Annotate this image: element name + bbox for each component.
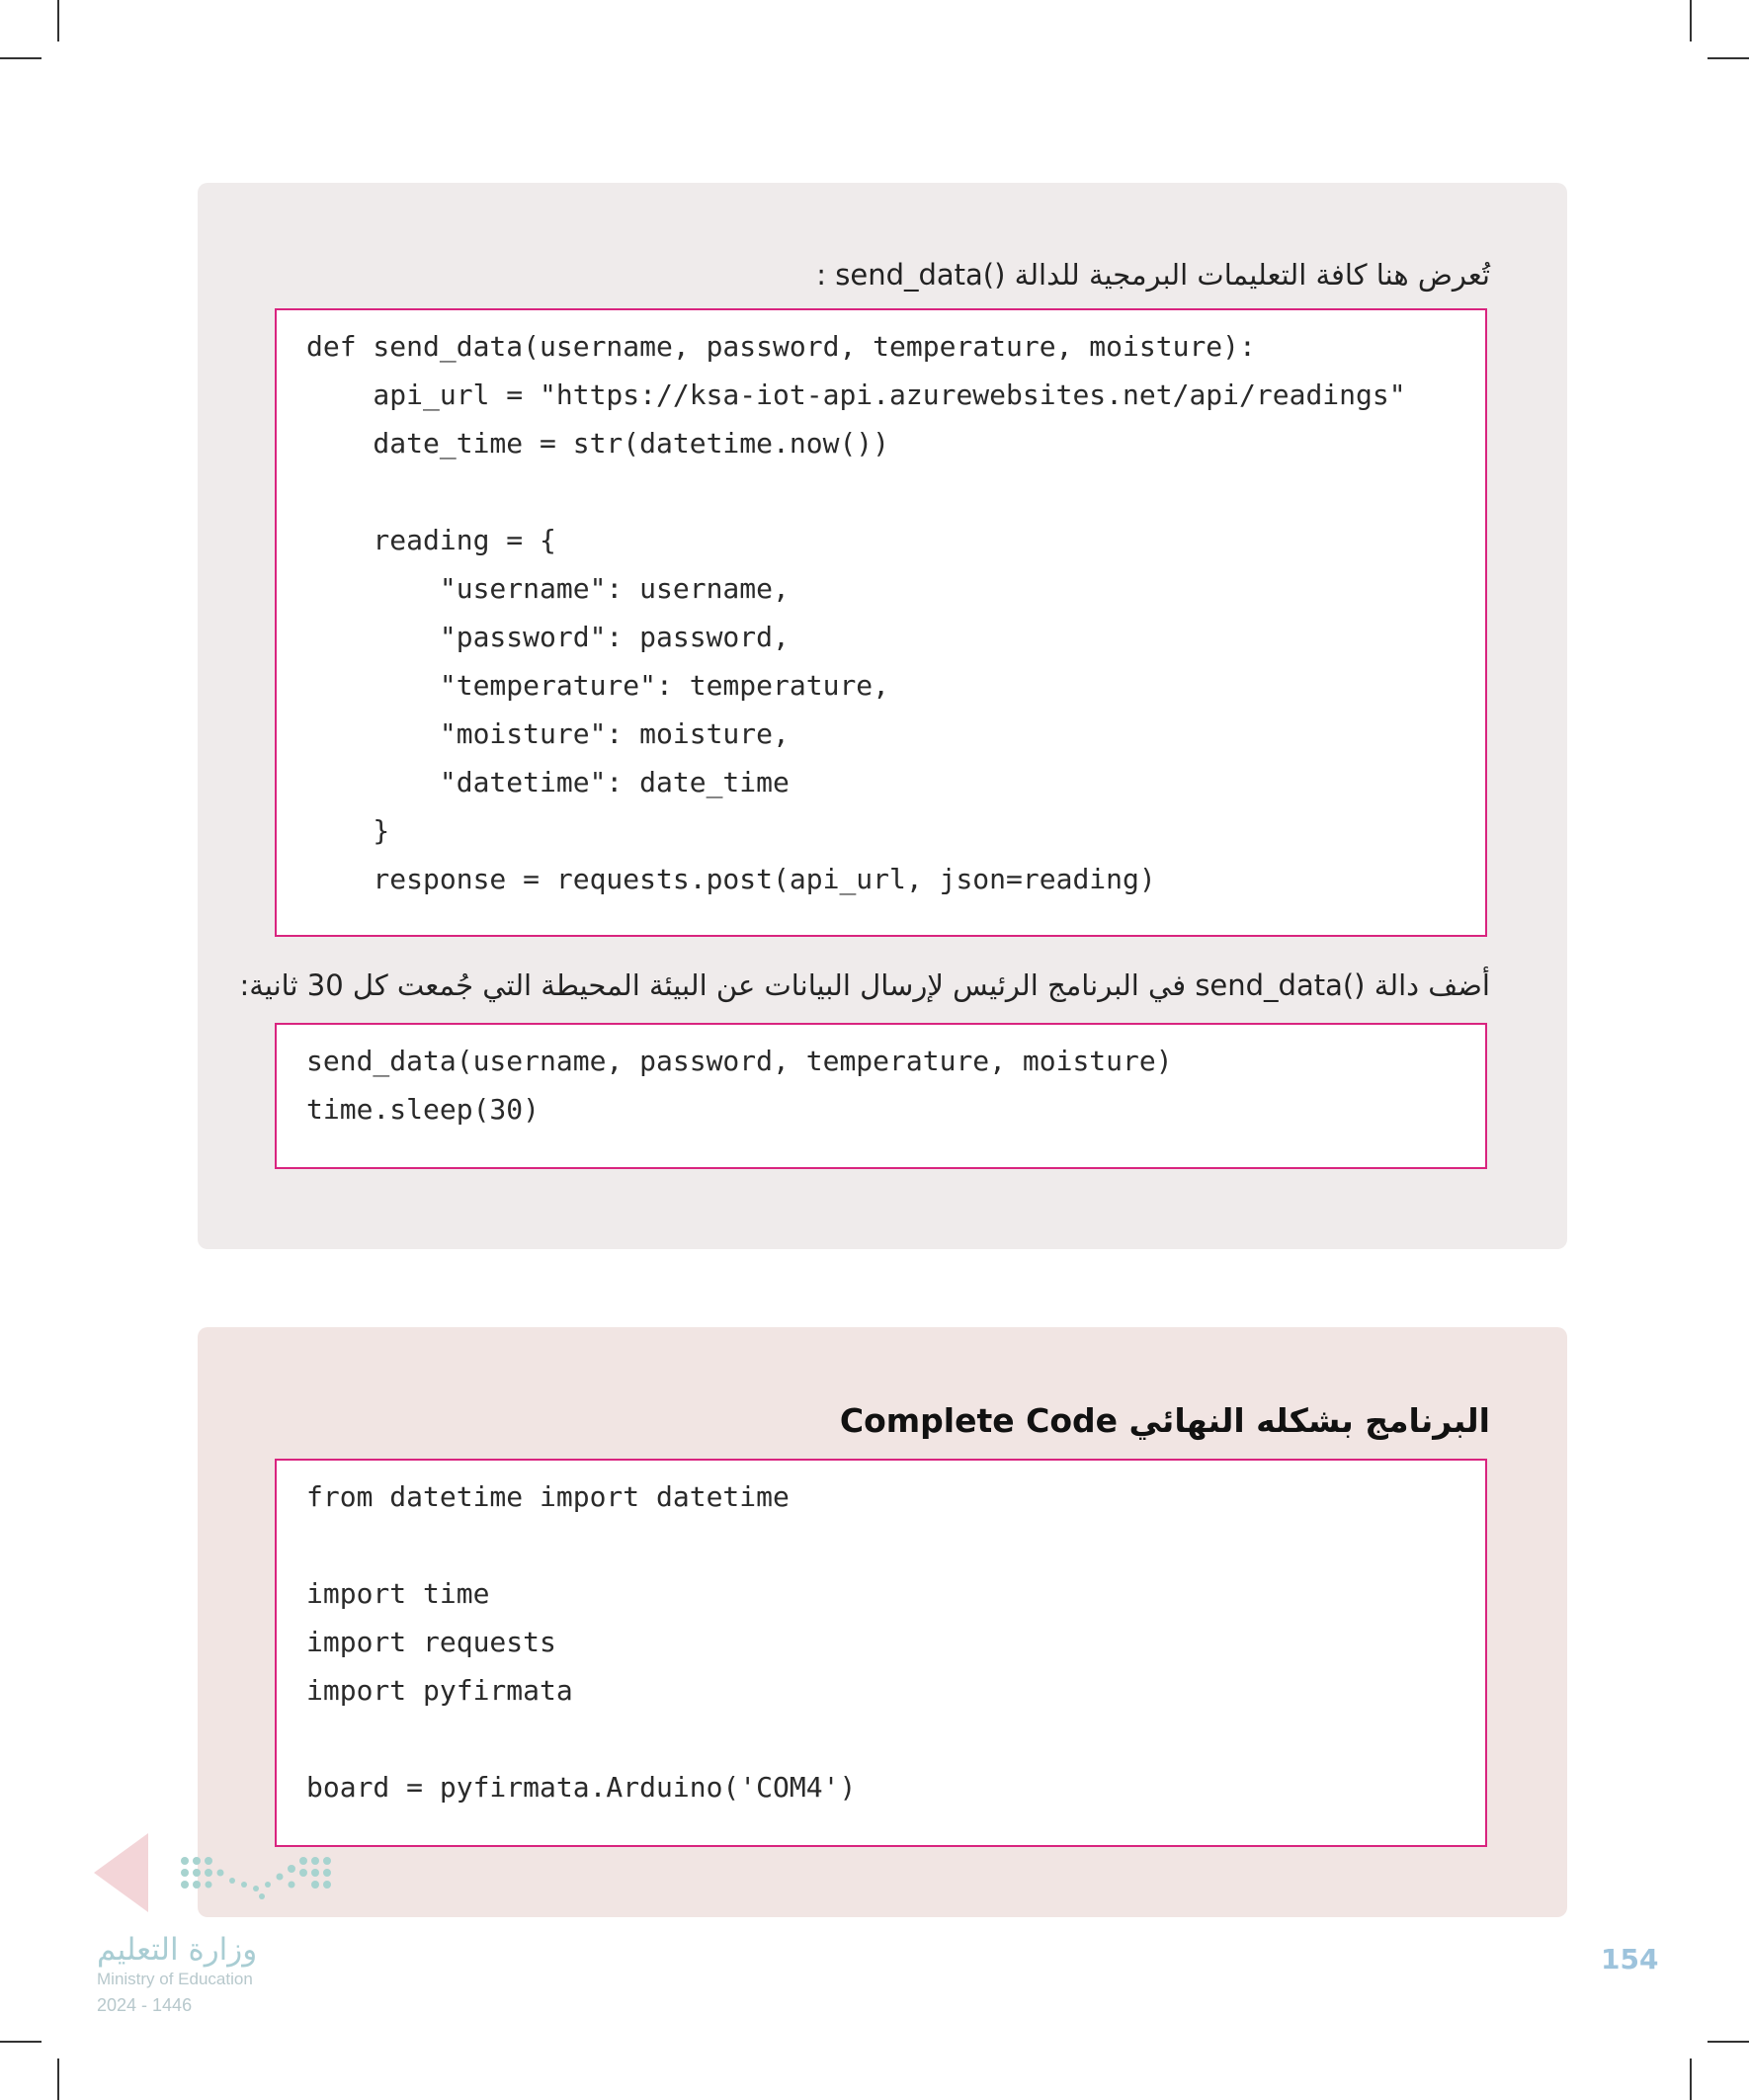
code-line: api_url = "https://ksa-iot-api.azurewebsites.net/api/readings" (306, 378, 1406, 411)
code-line: "temperature": temperature, (306, 669, 890, 702)
heading-english: Complete Code (839, 1401, 1119, 1440)
crop-mark (0, 2041, 42, 2043)
page-number: 154 (1601, 1943, 1659, 1975)
main-call-code (277, 1037, 1485, 1134)
code-line: from datetime import datetime (306, 1480, 790, 1513)
intro-text: تُعرض هنا كافة التعليمات البرمجية للدالة (1014, 258, 1490, 292)
complete-code (277, 1472, 1485, 1811)
logo-arabic-text: وزارة التعليم (97, 1932, 258, 1968)
code-line (306, 1722, 323, 1755)
send-data-panel (198, 183, 1567, 1249)
crop-mark (1690, 0, 1692, 42)
code-line: "datetime": date_time (306, 766, 790, 798)
code-line: def send_data(username, password, temperature, moisture): (306, 330, 1256, 363)
logo-english-text: Ministry of Education (97, 1970, 253, 1988)
code-line: import pyfirmata (306, 1674, 573, 1707)
crop-mark (1707, 2041, 1749, 2043)
code-line: time.sleep(30) (306, 1093, 541, 1126)
ministry-logo (94, 1833, 361, 1936)
code-line: "password": password, (306, 621, 790, 653)
intro-end: : (816, 258, 827, 292)
complete-code-box (275, 1459, 1487, 1847)
code-line: reading = { (306, 524, 556, 556)
logo-year: 2024 - 1446 (97, 1995, 193, 2015)
instruction-end: في البرنامج الرئيس لإرسال البيانات عن البيئة المحيطة التي جُمعت كل 30 ثانية: (239, 968, 1187, 1002)
complete-code-panel (198, 1327, 1567, 1917)
code-line: "moisture": moisture, (306, 717, 790, 750)
send-data-intro (206, 258, 1490, 292)
code-line: import requests (306, 1626, 556, 1658)
main-call-code-box (275, 1023, 1487, 1169)
code-line: board = pyfirmata.Arduino('COM4') (306, 1771, 857, 1804)
heading-arabic: البرنامج بشكله النهائي (1128, 1401, 1490, 1440)
intro-function-name: send_data() (835, 258, 1006, 292)
complete-code-heading (840, 1401, 1490, 1440)
send-data-code-box (275, 308, 1487, 937)
code-line (306, 1529, 323, 1561)
code-line (306, 475, 323, 508)
crop-mark (0, 57, 42, 59)
code-line: } (306, 814, 390, 847)
code-line: response = requests.post(api_url, json=reading) (306, 863, 1156, 895)
instruction-function-name: send_data() (1195, 968, 1366, 1002)
crop-mark (57, 2058, 59, 2100)
code-line: import time (306, 1577, 490, 1610)
code-line: date_time = str(datetime.now()) (306, 427, 890, 460)
main-program-instruction (206, 968, 1490, 1002)
crop-mark (1707, 57, 1749, 59)
crop-mark (1690, 2058, 1692, 2100)
crop-mark (57, 0, 59, 42)
code-line: send_data(username, password, temperature, moisture) (306, 1045, 1173, 1077)
send-data-code (277, 322, 1485, 903)
code-line: "username": username, (306, 572, 790, 605)
instruction-start: أضف دالة (1374, 968, 1490, 1002)
